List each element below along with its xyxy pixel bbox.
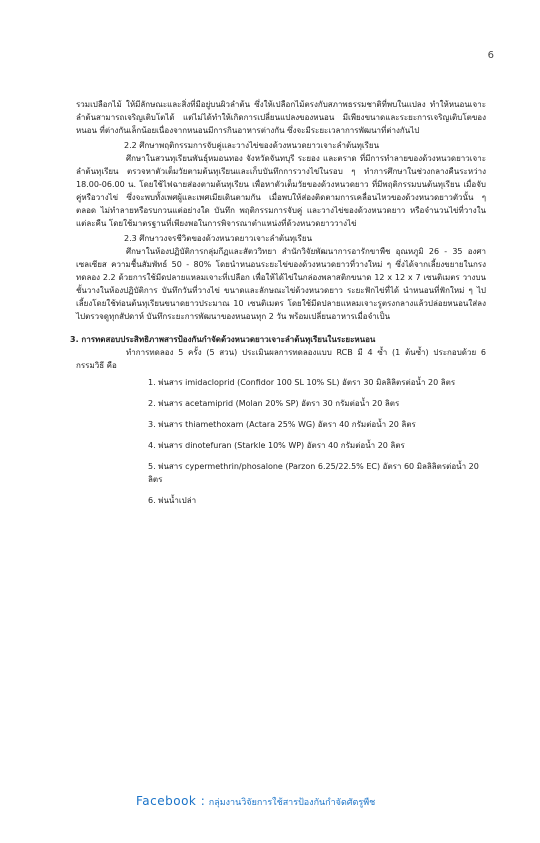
- facebook-label: Facebook :: [136, 794, 206, 808]
- list-item: 6. พ่นน้ำเปล่า: [148, 496, 197, 505]
- list-item: 5. พ่นสาร cypermethrin/phosalone (Parzon 6.25/22.5% EC) อัตรา 60 มิลลิลิตรต่อน้ำ 20 ลิตร: [148, 462, 479, 484]
- facebook-group-name: กลุ่มงานวิจัยการใช้สารป้องกันกำจัดศัตรูพืช: [208, 798, 376, 808]
- section-2-2-body: ศึกษาในสวนทุเรียนพันธุ์หมอนทอง จังหวัดจันทบุรี ระยอง และตราด ที่มีการทำลายของด้วงหนวดยาวเจาะลำต้นทุเรียน ตรวจหาตัวเต็มวัยตามต้นทุเรียนและเก็บบันทึกการวางไข่ในรอบ ๆ ทำการศึกษาในช่วงกลางคืนระหว่าง 18.00-06.00 น. โดยใช้ไฟฉายส่องตามต้นทุเรียน เพื่อหาตัวเต็มวัยของด้วงหนวดยาว ที่มีพฤติกรรมบนต้นทุเรียน เมื่อจับคู่หรือวางไข่ ซึ่งจะพบทั้งเพศผู้และเพศเมียเดินตามกัน เมื่อพบให้ส่องติดตามการเคลื่อนไหวของด้วงหนวดยาวตัวนั้น ๆ ตลอด ไม่ทำลายหรือรบกวนแต่อย่างใด บันทึก พฤติกรรมการจับคู่ และวางไข่ของด้วงหนวดยาว หรือจำนวนไข่ที่วางในแต่ละคืน โดยใช้มาตรฐานที่เพียงพอในการพิจารณาตำแหน่งที่ด้วงหนวดยาววางไข่: [76, 154, 486, 228]
- section-2-3-body: ศึกษาในห้องปฏิบัติการกลุ่มกีฏและสัตววิทยา สำนักวิจัยพัฒนาการอารักขาพืช อุณหภูมิ 26 - 35 องศาเซลเซียส ความชื้นสัมพัทธ์ 50 - 80% โดยนำหนอนระยะไข่ของด้วงหนวดยาวที่วางใหม่ ๆ ซึ่งได้จากเลี้ยงขยายในกรงทดลอง 2.2 ด้วยการใช้มีดปลายแหลมเจาะที่เปลือก เพื่อให้ได้ไข่ในกล่องพลาสติกขนาด 12 x 12 x 7 เซนติเมตร วางบนชั้นวางในห้องปฏิบัติการ บันทึกวันที่วางไข่ ขนาดและลักษณะไข่ด้วงหนวดยาว ระยะฟักไข่ที่ได้ นำหนอนที่ฟักใหม่ ๆ ไปเลี้ยงโดยใช้ท่อนต้นทุเรียนขนาดยาวประมาณ 10 เซนติเมตร โดยใช้มีดปลายแหลมเจาะรูตรงกลางแล้วปล่อยหนอนใส่ลงไปตรวจดูทุกสัปดาห์ บันทึกระยะการพัฒนาของหนอนทุก 2 วัน พร้อมเปลี่ยนอาหารเมื่อจำเป็น: [76, 247, 487, 321]
- list-item: 3. พ่นสาร thiamethoxam (Actara 25% WG) อัตรา 40 กรัมต่อน้ำ 20 ลิตร: [148, 420, 416, 429]
- list-item: 1. พ่นสาร imidacloprid (Confidor 100 SL 10% SL) อัตรา 30 มิลลิลิตรต่อน้ำ 20 ลิตร: [148, 378, 456, 387]
- section-2-3-heading: 2.3 ศึกษาวงจรชีวิตของด้วงหนวดยาวเจาะลำต้นทุเรียน: [124, 234, 313, 243]
- section-2-2-heading: 2.2 ศึกษาพฤติกรรมการจับคู่และวางไข่ของด้วงหนวดยาวเจาะลำต้นทุเรียน: [124, 141, 380, 150]
- list-item: 2. พ่นสาร acetamiprid (Molan 20% SP) อัตรา 30 กรัมต่อน้ำ 20 ลิตร: [148, 399, 400, 408]
- footer-facebook-link[interactable]: [136, 794, 375, 809]
- section-3-body: ทำการทดลอง 5 ครั้ง (5 สวน) ประเมินผลการทดลองแบบ RCB มี 4 ซ้ำ (1 ต้นซ้ำ) ประกอบด้วย 6 กรรมวิธี คือ: [76, 348, 486, 370]
- intro-paragraph: รวมเปลือกไม้ ให้มีลักษณะและสิ่งที่มีอยู่บนผิวลำต้น ซึ่งให้เปลือกไม้ตรงกับสภาพธรรมชาติที่พบในแปลง ทำให้หนอนเจาะลำต้นสามารถเจริญเติบโตได้ แต่ไม่ได้ทำให้เกิดการเปลี่ยนแปลงของหนอน มีเพียงขนาดและระยะการเจริญเติบโตของหนอน ที่ต่างกันเล็กน้อยเนื่องจากหนอนมีการกินอาหารต่างกัน ซึ่งจะมีระยะเวลาการพัฒนาที่ต่างกันไป: [76, 100, 486, 135]
- list-item: 4. พ่นสาร dinotefuran (Starkle 10% WP) อัตรา 40 กรัมต่อน้ำ 20 ลิตร: [148, 441, 405, 450]
- page-number: 6: [487, 50, 494, 61]
- document-body: [70, 98, 487, 515]
- treatment-list: [76, 376, 486, 507]
- section-3-heading: 3. การทดสอบประสิทธิภาพสารป้องกันกำจัดด้วงหนวดยาวเจาะลำต้นทุเรียนในระยะหนอน: [70, 335, 376, 344]
